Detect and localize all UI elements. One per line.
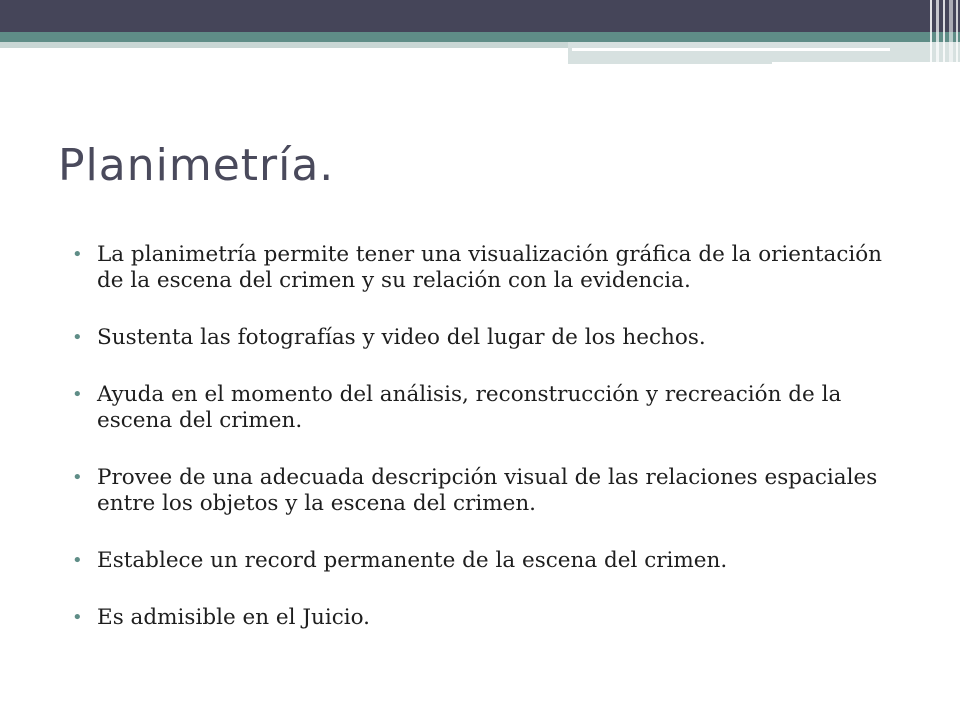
- bullet-text: Es admisible en el Juicio.: [97, 605, 371, 630]
- header-right-block: [568, 42, 960, 64]
- bullet-icon: •: [72, 384, 83, 405]
- header-accent-line: [572, 48, 890, 51]
- bullet-item: [72, 382, 912, 434]
- header-stripes: [924, 0, 960, 64]
- bullet-text: Sustenta las fotografías y video del lugar de los hechos.: [97, 325, 706, 350]
- bullet-item: [72, 325, 912, 351]
- bullet-text: Ayuda en el momento del análisis, reconstrucción y recreación de la escena del crimen.: [97, 382, 842, 433]
- slide-title: Planimetría.: [58, 140, 335, 191]
- header-dark-bar: [0, 0, 960, 32]
- bullet-text: La planimetría permite tener una visualización gráfica de la orientación de la escena del crimen y su relación con la evidencia.: [97, 242, 883, 293]
- bullet-icon: •: [72, 467, 83, 488]
- bullet-icon: •: [72, 244, 83, 265]
- bullet-text: Establece un record permanente de la escena del crimen.: [97, 548, 728, 573]
- bullet-item: [72, 548, 912, 574]
- bullet-text: Provee de una adecuada descripción visual de las relaciones espaciales entre los objetos y la escena del crimen.: [97, 465, 878, 516]
- bullet-item: [72, 465, 912, 517]
- bullet-icon: •: [72, 607, 83, 628]
- bullet-icon: •: [72, 327, 83, 348]
- bullet-icon: •: [72, 550, 83, 571]
- header-light-band: [0, 42, 568, 48]
- bullet-item: [72, 242, 912, 294]
- bullet-list: [72, 242, 912, 662]
- header-teal-band: [0, 32, 960, 42]
- bullet-item: [72, 605, 912, 631]
